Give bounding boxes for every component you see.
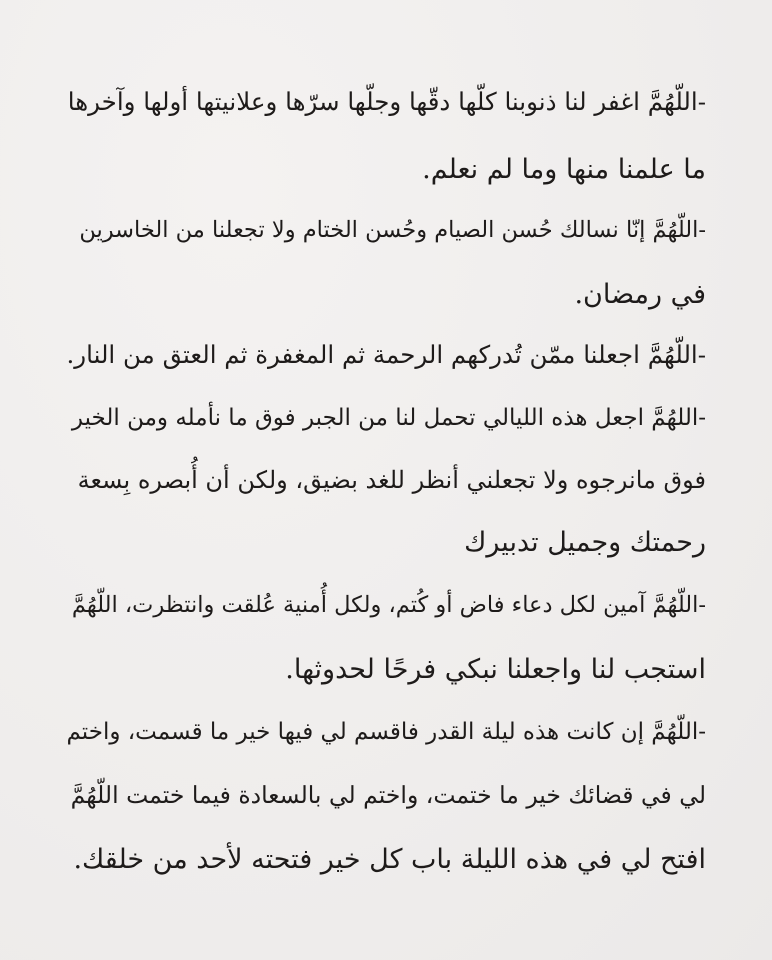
- text-line-12: لي في قضائك خير ما ختمت، واختم لي بالسعادة فيما ختمت اللّهُمَّ: [70, 781, 706, 809]
- text-line-3: -اللّهُمَّ إنّا نسالك حُسن الصيام وحُسن الختام ولا تجعلنا من الخاسرين: [79, 217, 706, 243]
- text-line-8: رحمتك وجميل تدبيرك: [464, 527, 706, 558]
- text-line-10: استجب لنا واجعلنا نبكي فرحًا لحدوثها.: [285, 654, 706, 685]
- text-line-1: -اللّهُمَّ اغفر لنا ذنوبنا كلّها دقّها وجلّها سرّها وعلانيتها أولها وآخرها: [67, 87, 706, 116]
- text-line-7: فوق مانرجوه ولا تجعلني أنظر للغد بضيق، ولكن أن أُبصره بِسعة: [77, 466, 706, 494]
- text-line-6: -اللهُمَّ اجعل هذه الليالي تحمل لنا من الجبر فوق ما نأمله ومن الخير: [71, 405, 706, 431]
- text-line-4: في رمضان.: [574, 279, 706, 310]
- text-line-5: -اللّهُمَّ اجعلنا ممّن تُدركهم الرحمة ثم المغفرة ثم العتق من النار.: [66, 340, 706, 369]
- text-line-11: -اللّهُمَّ إن كانت هذه ليلة القدر فاقسم لي فيها خير ما قسمت، واختم: [66, 719, 706, 745]
- text-line-13: افتح لي في هذه الليلة باب كل خير فتحته لأحد من خلقك.: [73, 844, 706, 875]
- text-line-2: ما علمنا منها وما لم نعلم.: [422, 154, 706, 185]
- text-line-9: -اللّهُمَّ آمين لكل دعاء فاض أو كُتم، ولكل أُمنية عُلقت وانتظرت، اللّهُمَّ: [71, 592, 706, 618]
